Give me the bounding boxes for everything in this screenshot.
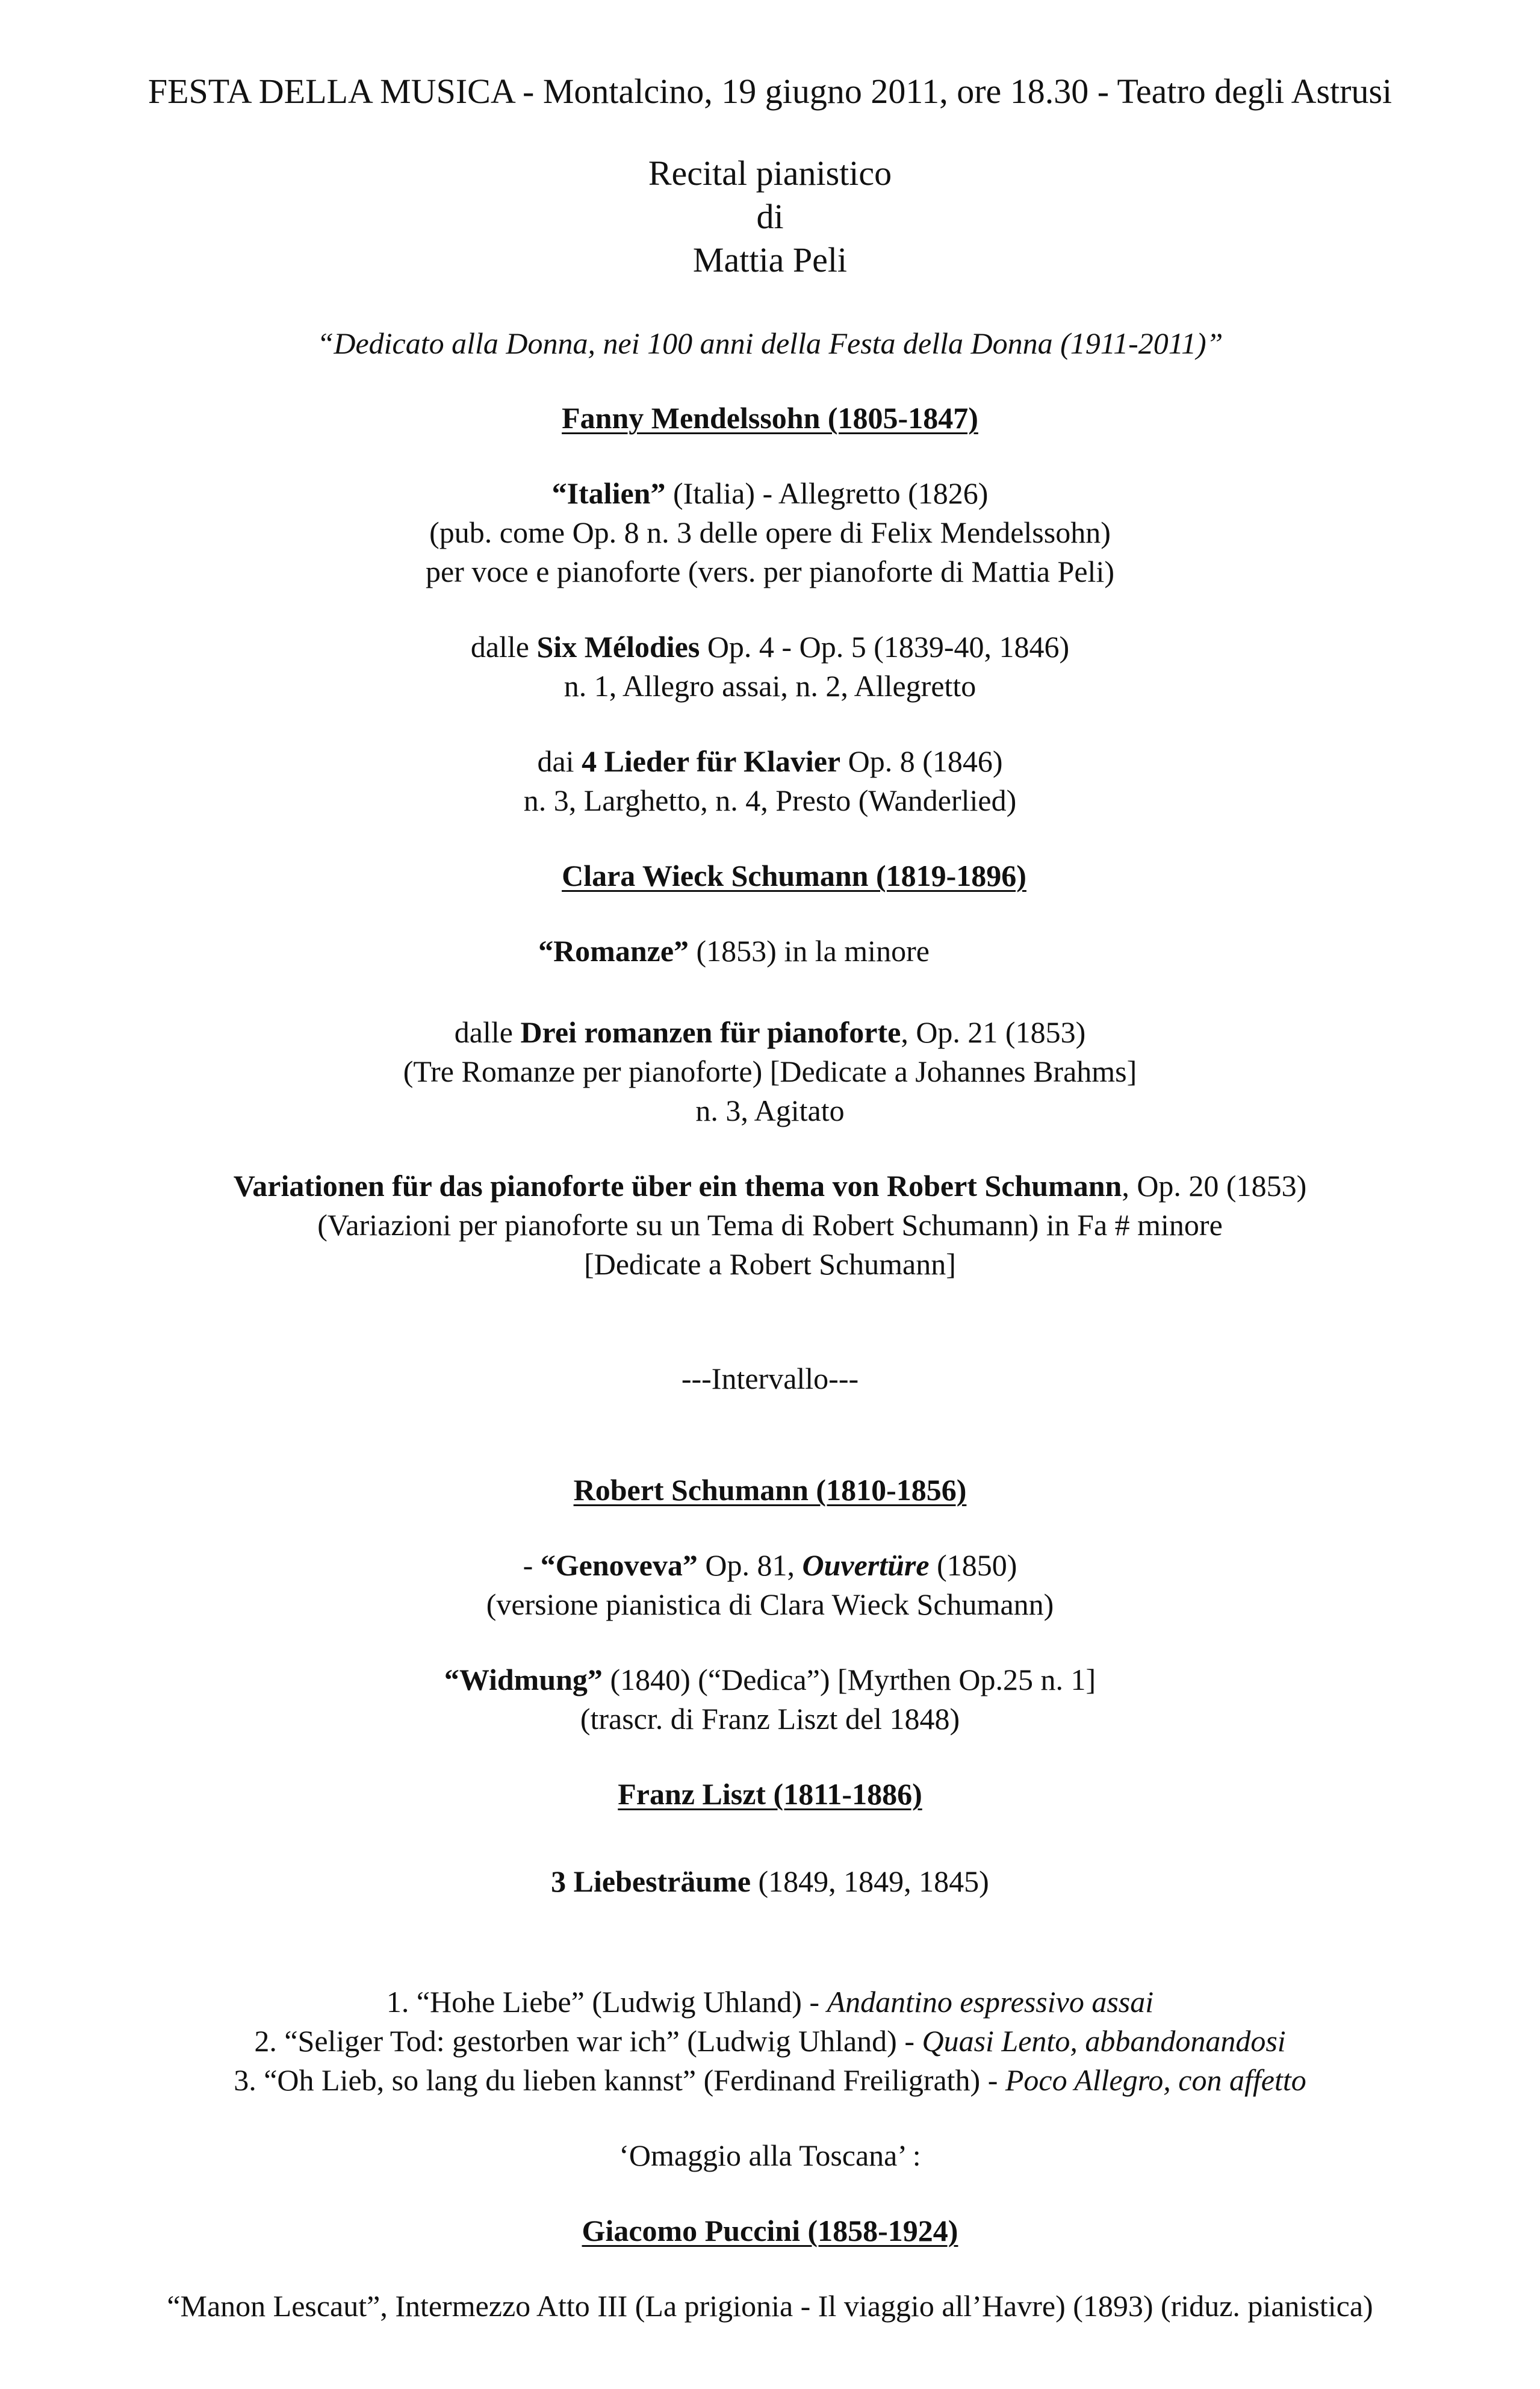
piece-line xyxy=(0,1661,1540,1698)
piece-prefix: dalle xyxy=(470,630,537,664)
composer-heading xyxy=(24,857,1540,894)
piece-details: (Italia) - Allegretto (1826) xyxy=(665,476,989,510)
piece-note: (Variazioni per pianoforte su un Tema di Robert Schumann) in Fa # minore xyxy=(317,1208,1223,1242)
piece-title: “Romanze” xyxy=(538,934,689,968)
piece-title: Variationen für das pianoforte über ein thema von Robert Schumann xyxy=(233,1169,1122,1203)
composer-heading xyxy=(0,399,1540,437)
list-item xyxy=(0,2061,1540,2099)
piece-details: Op. 4 - Op. 5 (1839-40, 1846) xyxy=(700,630,1070,664)
composer-heading xyxy=(0,1775,1540,1813)
composer-name: Giacomo Puccini (1858-1924) xyxy=(582,2214,958,2247)
song-tempo: Poco Allegro, con affetto xyxy=(1005,2063,1306,2097)
piece-note: [Dedicate a Robert Schumann] xyxy=(584,1247,956,1281)
piece-prefix: dai xyxy=(537,744,582,778)
piece-line: “Manon Lescaut”, Intermezzo Atto III (La prigionia - Il viaggio all’Havre) (1893) (riduz. pianistica) xyxy=(167,2289,1373,2323)
piece-title: 3 Liebesträume xyxy=(551,1864,751,1898)
piece-note: n. 3, Larghetto, n. 4, Presto (Wanderlied) xyxy=(523,783,1017,817)
piece-details: (1840) (“Dedica”) [Myrthen Op.25 n. 1] xyxy=(602,1663,1096,1696)
song-title: 1. “Hohe Liebe” (Ludwig Uhland) - xyxy=(386,1985,827,2019)
composer-name: Robert Schumann (1810-1856) xyxy=(573,1473,967,1507)
song-title: 3. “Oh Lieb, so lang du lieben kannst” (Ferdinand Freiligrath) - xyxy=(234,2063,1005,2097)
piece-title: “Genoveva” xyxy=(540,1548,698,1582)
recital-title-di: di xyxy=(756,197,784,236)
composer-name: Fanny Mendelssohn (1805-1847) xyxy=(562,401,978,435)
piece-line xyxy=(0,1014,1540,1051)
section-label: ‘Omaggio alla Toscana’ : xyxy=(619,2138,921,2172)
piece-title: “Widmung” xyxy=(444,1663,603,1696)
piece-title: “Italien” xyxy=(551,476,666,510)
piece-note: (pub. come Op. 8 n. 3 delle opere di Felix Mendelssohn) xyxy=(429,515,1111,549)
list-item xyxy=(0,1983,1540,2020)
piece-line xyxy=(0,932,1504,970)
performer-name: Mattia Peli xyxy=(692,240,848,279)
piece-note: (Tre Romanze per pianoforte) [Dedicate a Johannes Brahms] xyxy=(403,1054,1137,1088)
piece-details: , Op. 20 (1853) xyxy=(1122,1169,1307,1203)
dedication: “Dedicato alla Donna, nei 100 anni della Festa della Donna (1911-2011)” xyxy=(317,326,1223,360)
composer-name: Clara Wieck Schumann (1819-1896) xyxy=(562,859,1026,892)
list-item xyxy=(0,2022,1540,2060)
piece-details: (1849, 1849, 1845) xyxy=(751,1864,989,1898)
piece-details: (1853) in la minore xyxy=(689,934,930,968)
piece-details: Op. 8 (1846) xyxy=(840,744,1003,778)
piece-prefix: - xyxy=(523,1548,541,1582)
piece-form: Ouvertüre xyxy=(802,1548,930,1582)
piece-title: 4 Lieder für Klavier xyxy=(582,744,841,778)
song-tempo: Andantino espressivo assai xyxy=(827,1985,1154,2019)
piece-line xyxy=(0,1863,1540,1900)
piece-line xyxy=(0,743,1540,780)
song-title: 2. “Seliger Tod: gestorben war ich” (Ludwig Uhland) - xyxy=(254,2024,922,2058)
piece-note: n. 1, Allegro assai, n. 2, Allegretto xyxy=(564,669,976,703)
piece-line xyxy=(0,628,1540,665)
composer-heading xyxy=(0,1471,1540,1509)
recital-title: Recital pianistico xyxy=(648,154,892,193)
piece-year: (1850) xyxy=(929,1548,1017,1582)
composer-name: Franz Liszt (1811-1886) xyxy=(618,1777,922,1811)
piece-note: n. 3, Agitato xyxy=(695,1094,845,1127)
intermission: ---Intervallo--- xyxy=(681,1362,859,1395)
piece-line xyxy=(0,475,1540,512)
piece-title: Six Mélodies xyxy=(536,630,700,664)
piece-details: Op. 81, xyxy=(697,1548,803,1582)
song-tempo: Quasi Lento, abbandonandosi xyxy=(922,2024,1286,2058)
composer-heading xyxy=(0,2212,1540,2249)
piece-note: (versione pianistica di Clara Wieck Schumann) xyxy=(486,1587,1054,1621)
piece-title: Drei romanzen für pianoforte xyxy=(520,1015,901,1049)
piece-details: , Op. 21 (1853) xyxy=(901,1015,1086,1049)
piece-prefix: dalle xyxy=(454,1015,521,1049)
piece-line xyxy=(0,1167,1540,1204)
piece-note: (trascr. di Franz Liszt del 1848) xyxy=(580,1702,960,1736)
piece-note: per voce e pianoforte (vers. per pianoforte di Mattia Peli) xyxy=(426,555,1114,588)
event-header: FESTA DELLA MUSICA - Montalcino, 19 giugno 2011, ore 18.30 - Teatro degli Astrusi xyxy=(147,72,1393,111)
piece-line xyxy=(0,1546,1540,1584)
